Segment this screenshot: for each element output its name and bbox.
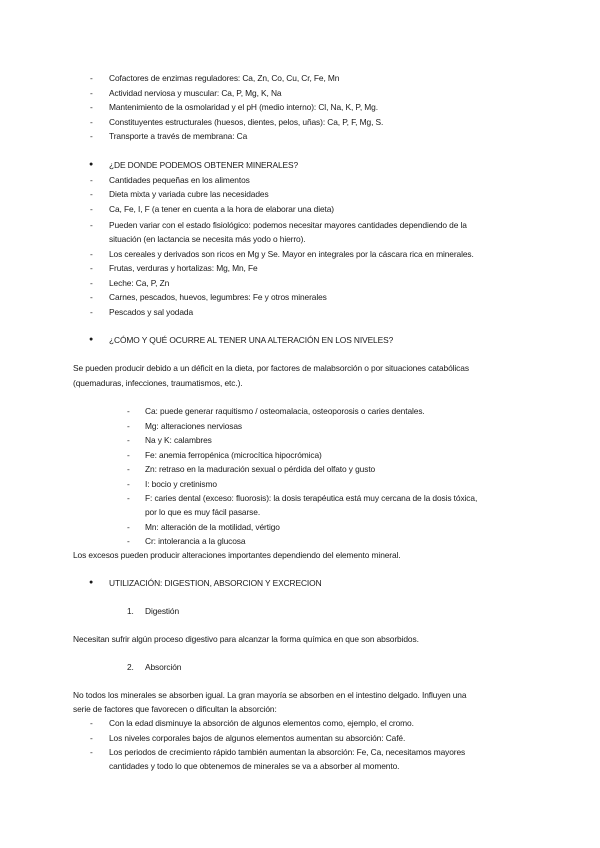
list-item: Constituyentes estructurales (huesos, dientes, pelos, uñas): Ca, P, F, Mg, S. bbox=[109, 117, 384, 127]
paragraph-line: Se pueden producir debido a un déficit en la dieta, por factores de malabsorción o por situaciones catabólicas bbox=[73, 363, 469, 373]
list-item: Zn: retraso en la maduración sexual o pérdida del olfato y gusto bbox=[145, 464, 376, 474]
dash-marker: - bbox=[90, 117, 93, 127]
paragraph-line: Necesitan sufrir algún proceso digestivo para alcanzar la forma química en que son absorbidos. bbox=[73, 634, 419, 644]
dash-marker: - bbox=[90, 189, 93, 199]
dash-marker: - bbox=[90, 102, 93, 112]
dash-marker: - bbox=[90, 175, 93, 185]
dash-marker: - bbox=[127, 536, 130, 546]
list-item: Los cereales y derivados son ricos en Mg y Se. Mayor en integrales por la cáscara rica en minerales. bbox=[109, 249, 474, 259]
list-item: Los periodos de crecimiento rápido también aumentan la absorción: Fe, Ca, necesitamos mayores bbox=[109, 747, 466, 757]
dash-marker: - bbox=[90, 249, 93, 259]
list-item: Transporte a través de membrana: Ca bbox=[109, 131, 248, 141]
paragraph-line: (quemaduras, infecciones, traumatismos, etc.). bbox=[73, 378, 243, 388]
dash-marker: - bbox=[90, 220, 93, 230]
list-item: Mantenimiento de la osmolaridad y el pH (medio interno): Cl, Na, K, P, Mg. bbox=[109, 102, 378, 112]
list-item: Na y K: calambres bbox=[145, 435, 212, 445]
dash-marker: - bbox=[127, 435, 130, 445]
bullet-marker: ● bbox=[89, 579, 94, 586]
dash-marker: - bbox=[90, 88, 93, 98]
list-item-continuation: cantidades y todo lo que obtenemos de minerales se va a absorber al momento. bbox=[109, 761, 400, 771]
dash-marker: - bbox=[127, 406, 130, 416]
list-item-continuation: situación (en lactancia se necesita más yodo o hierro). bbox=[109, 234, 306, 244]
list-item: Dieta mixta y variada cubre las necesidades bbox=[109, 189, 269, 199]
dash-marker: - bbox=[90, 733, 93, 743]
list-item: Cofactores de enzimas reguladores: Ca, Zn, Co, Cu, Cr, Fe, Mn bbox=[109, 73, 340, 83]
bullet-marker: ● bbox=[89, 161, 94, 168]
dash-marker: - bbox=[127, 479, 130, 489]
list-item: Mg: alteraciones nerviosas bbox=[145, 421, 243, 431]
dash-marker: - bbox=[90, 131, 93, 141]
list-item: Ca: puede generar raquitismo / osteomalacia, osteoporosis o caries dentales. bbox=[145, 406, 425, 416]
dash-marker: - bbox=[127, 522, 130, 532]
subsection-number: 2. bbox=[127, 662, 134, 672]
list-item: Los niveles corporales bajos de algunos elementos aumentan su absorción: Café. bbox=[109, 733, 406, 743]
list-item: I: bocio y cretinismo bbox=[145, 479, 217, 489]
dash-marker: - bbox=[127, 464, 130, 474]
list-item: Fe: anemia ferropénica (microcítica hipocrómica) bbox=[145, 450, 322, 460]
list-item-continuation: por lo que es muy fácil pasarse. bbox=[145, 507, 261, 517]
list-item: Cantidades pequeñas en los alimentos bbox=[109, 175, 250, 185]
section-heading: UTILIZACIÓN: DIGESTION, ABSORCION Y EXCRECION bbox=[109, 578, 322, 588]
list-item: Frutas, verduras y hortalizas: Mg, Mn, Fe bbox=[109, 263, 258, 273]
dash-marker: - bbox=[90, 718, 93, 728]
paragraph-line: No todos los minerales se absorben igual. La gran mayoría se absorben en el intestino delgado. Influyen una bbox=[73, 690, 467, 700]
dash-marker: - bbox=[90, 292, 93, 302]
paragraph-line: serie de factores que favorecen o dificultan la absorción: bbox=[73, 704, 277, 714]
dash-marker: - bbox=[127, 493, 130, 503]
bullet-marker: ● bbox=[89, 336, 94, 343]
dash-marker: - bbox=[90, 747, 93, 757]
dash-marker: - bbox=[90, 278, 93, 288]
dash-marker: - bbox=[127, 450, 130, 460]
list-item: Mn: alteración de la motilidad, vértigo bbox=[145, 522, 280, 532]
subsection-title: Digestión bbox=[145, 606, 180, 616]
list-item: Cr: intolerancia a la glucosa bbox=[145, 536, 246, 546]
subsection-number: 1. bbox=[127, 606, 134, 616]
list-item: Leche: Ca, P, Zn bbox=[109, 278, 170, 288]
list-item: Carnes, pescados, huevos, legumbres: Fe y otros minerales bbox=[109, 292, 327, 302]
list-item: Pueden variar con el estado fisiológico: podemos necesitar mayores cantidades dependiendo de la bbox=[109, 220, 467, 230]
list-item: Con la edad disminuye la absorción de algunos elementos como, ejemplo, el cromo. bbox=[109, 718, 414, 728]
list-item: Actividad nerviosa y muscular: Ca, P, Mg, K, Na bbox=[109, 88, 282, 98]
section-heading: ¿CÓMO Y QUÉ OCURRE AL TENER UNA ALTERACIÓN EN LOS NIVELES? bbox=[109, 335, 394, 345]
dash-marker: - bbox=[90, 263, 93, 273]
section-heading: ¿DE DONDE PODEMOS OBTENER MINERALES? bbox=[109, 160, 299, 170]
dash-marker: - bbox=[90, 307, 93, 317]
subsection-title: Absorción bbox=[145, 662, 182, 672]
list-item: Pescados y sal yodada bbox=[109, 307, 194, 317]
paragraph-line: Los excesos pueden producir alteraciones importantes dependiendo del elemento mineral. bbox=[73, 550, 401, 560]
list-item: F: caries dental (exceso: fluorosis): la dosis terapéutica está muy cercana de la dosis tóxica, bbox=[145, 493, 478, 503]
dash-marker: - bbox=[127, 421, 130, 431]
list-item: Ca, Fe, I, F (a tener en cuenta a la hora de elaborar una dieta) bbox=[109, 204, 334, 214]
dash-marker: - bbox=[90, 204, 93, 214]
dash-marker: - bbox=[90, 73, 93, 83]
